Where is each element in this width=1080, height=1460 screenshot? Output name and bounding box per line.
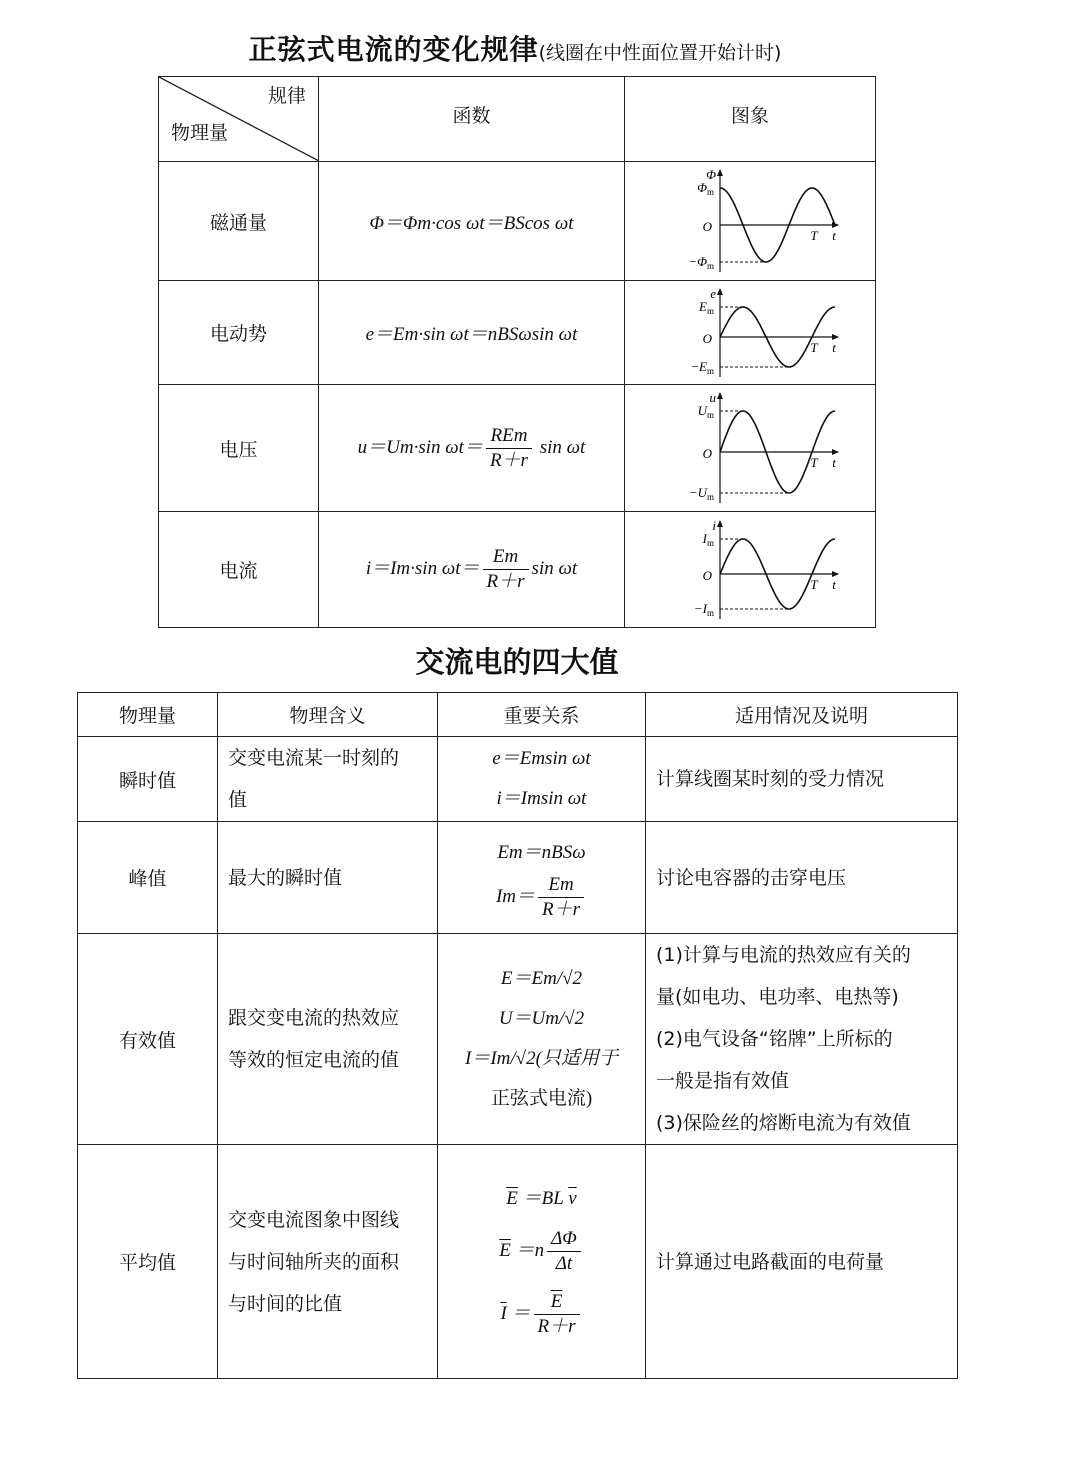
relation-left: Im＝ [495, 885, 536, 907]
fraction-denominator: R＋r [542, 899, 581, 920]
period-label: T [810, 339, 818, 355]
table-header-row [78, 693, 958, 737]
relation-fraction [538, 873, 584, 922]
fraction-denominator: Δt [555, 1252, 573, 1274]
row-formula: Φ＝Φm·cos ωt＝BScos ωt [319, 162, 625, 281]
header-relation: 重要关系 [438, 693, 646, 737]
row-relations [438, 934, 646, 1145]
row-name: 磁通量 [159, 162, 319, 281]
x-axis-label: t [832, 228, 836, 243]
sinusoidal-table [158, 76, 876, 628]
period-label: T [810, 576, 818, 592]
row-meaning [218, 934, 438, 1145]
row-name: 瞬时值 [78, 737, 218, 822]
table-row [78, 1145, 958, 1379]
section1-title: 正弦式电流的变化规律 [248, 33, 539, 66]
fraction-denominator: R＋r [486, 571, 525, 592]
y-axis-arrow [717, 288, 723, 295]
relation-fraction-line [438, 873, 645, 922]
formula-left: u＝Um·sin ωt＝ [357, 436, 483, 458]
fraction-denominator: R＋r [489, 449, 528, 471]
row-formula [319, 512, 625, 628]
usage-line: 量(如电功、电功率、电热等) [656, 986, 899, 1008]
formula-left: i＝Im·sin ωt＝ [365, 557, 480, 579]
y-axis-label: e [710, 285, 716, 301]
fraction-numerator: Em [538, 873, 584, 898]
relation-line: U＝Um/√2 [498, 1008, 585, 1029]
row-name: 电动势 [159, 281, 319, 385]
usage-line: (1)计算与电流的热效应有关的 [656, 944, 911, 966]
y-axis-label: i [712, 517, 716, 533]
row-name: 电流 [159, 512, 319, 628]
header-meaning: 物理含义 [218, 693, 438, 737]
y-axis-arrow [717, 520, 723, 527]
usage-line: (2)电气设备“铭牌”上所标的 [656, 1028, 893, 1050]
usage-line: 计算线圈某时刻的受力情况 [656, 768, 885, 790]
table-row [78, 822, 958, 934]
x-axis-label: t [832, 455, 836, 470]
current-fraction [534, 1290, 580, 1339]
usage-line: 计算通过电路截面的电荷量 [656, 1250, 885, 1273]
voltage-wave-graph [650, 389, 850, 507]
x-axis-label: t [832, 576, 836, 592]
meaning-line: 等效的恒定电流的值 [228, 1049, 400, 1071]
peak-label: $\Phi_m$ [697, 180, 714, 197]
usage-line: 一般是指有效值 [656, 1070, 790, 1092]
formula-right: sin ωt [539, 436, 586, 458]
relation-line: i＝Imsin ωt [496, 788, 587, 809]
table-row [78, 737, 958, 822]
avg-emf-line [438, 1185, 645, 1213]
trough-label: $-I_m$ [693, 600, 714, 618]
diagonal-header-cell [159, 77, 319, 162]
avg-emf-equals: ＝BL [522, 1187, 564, 1209]
avg-velocity-symbol: $\overline{v}$ [568, 1187, 577, 1209]
avg-emf-equals: ＝n [515, 1239, 545, 1261]
y-axis-label: Φ [706, 167, 716, 182]
meaning-line: 值 [228, 789, 248, 811]
meaning-line: 交变电流某一时刻的 [228, 747, 400, 769]
row-name: 电压 [159, 385, 319, 512]
header-usage: 适用情况及说明 [646, 693, 958, 737]
trough-label: $-E_m$ [690, 358, 714, 376]
row-relations [438, 737, 646, 822]
row-usage [646, 822, 958, 934]
peak-label: $E_m$ [699, 298, 714, 316]
origin-label: O [702, 219, 712, 234]
meaning-line: 跟交变电流的热效应 [228, 1007, 400, 1029]
row-formula: e＝Em·sin ωt＝nBSωsin ωt [319, 281, 625, 385]
formula-fraction [483, 545, 529, 594]
fraction-numerator: $\overline{E}$ [534, 1290, 580, 1315]
table-row [159, 281, 876, 385]
row-name: 平均值 [78, 1145, 218, 1379]
row-meaning [218, 822, 438, 934]
current-wave-graph [650, 517, 850, 623]
graph-cell [625, 281, 876, 385]
relation-line: Em＝nBSω [497, 842, 586, 863]
graph-cell [625, 162, 876, 281]
avg-emf-symbol: $\overline{E}$ [506, 1187, 518, 1209]
section2-title: 交流电的四大值 [415, 645, 619, 679]
avg-current-equals: ＝ [511, 1302, 531, 1324]
section1-title-block [0, 28, 1030, 68]
table-header-row [159, 77, 876, 162]
formula-fraction [486, 424, 532, 473]
table-row [78, 934, 958, 1145]
row-usage [646, 934, 958, 1145]
origin-label: O [702, 567, 712, 583]
relation-line: I＝Im/√2(只适用于 [465, 1048, 618, 1069]
formula-right: sin ωt [531, 557, 578, 579]
fraction-numerator: ΔΦ [547, 1227, 581, 1252]
period-label: T [810, 228, 818, 243]
header-quantity: 物理量 [78, 693, 218, 737]
header-rule-label: 规律 [267, 85, 306, 107]
row-usage [646, 737, 958, 822]
fraction-numerator: REm [486, 424, 532, 449]
meaning-line: 与时间轴所夹的面积 [228, 1250, 400, 1273]
graph-cell [625, 512, 876, 628]
y-axis-arrow [717, 392, 723, 399]
fraction-denominator: R＋r [537, 1315, 576, 1337]
header-function: 函数 [319, 77, 625, 162]
row-relations [438, 1145, 646, 1379]
origin-label: O [702, 446, 712, 461]
flux-fraction [547, 1227, 581, 1276]
y-axis-label: u [709, 390, 716, 405]
usage-line: (3)保险丝的熔断电流为有效值 [656, 1112, 911, 1134]
relation-line: 正弦式电流) [490, 1088, 593, 1109]
period-label: T [810, 455, 818, 470]
peak-label: $I_m$ [702, 530, 714, 548]
trough-label: $-\Phi_m$ [688, 254, 714, 271]
row-formula [319, 385, 625, 512]
meaning-line: 交变电流图象中图线 [228, 1208, 400, 1231]
header-quantity-label: 物理量 [171, 122, 229, 144]
meaning-line: 最大的瞬时值 [228, 866, 343, 889]
table-row [159, 512, 876, 628]
table-row [159, 385, 876, 512]
table-row [159, 162, 876, 281]
row-meaning [218, 737, 438, 822]
peak-label: $U_m$ [697, 403, 714, 420]
meaning-line: 与时间的比值 [228, 1292, 343, 1315]
emf-wave-graph [650, 285, 850, 381]
row-usage [646, 1145, 958, 1379]
fraction-numerator: Em [483, 545, 529, 570]
relation-line: E＝Em/√2 [500, 968, 583, 989]
row-relations [438, 822, 646, 934]
avg-current-symbol: $\overline{I}$ [500, 1302, 507, 1324]
avg-current-line [438, 1290, 645, 1339]
row-meaning [218, 1145, 438, 1379]
row-name: 有效值 [78, 934, 218, 1145]
section1-subtitle: (线圈在中性面位置开始计时) [538, 42, 782, 64]
trough-label: $-U_m$ [688, 485, 714, 502]
usage-line: 讨论电容器的击穿电压 [656, 866, 847, 889]
origin-label: O [702, 330, 712, 346]
row-name: 峰值 [78, 822, 218, 934]
avg-emf-flux-line [438, 1227, 645, 1276]
relation-line: e＝Emsin ωt [492, 748, 591, 769]
avg-emf-symbol: $\overline{E}$ [499, 1239, 511, 1261]
graph-cell [625, 385, 876, 512]
y-axis-arrow [717, 169, 723, 176]
flux-wave-graph [650, 166, 850, 276]
header-graph: 图象 [625, 77, 876, 162]
four-values-table [77, 692, 958, 1379]
x-axis-label: t [832, 339, 836, 355]
